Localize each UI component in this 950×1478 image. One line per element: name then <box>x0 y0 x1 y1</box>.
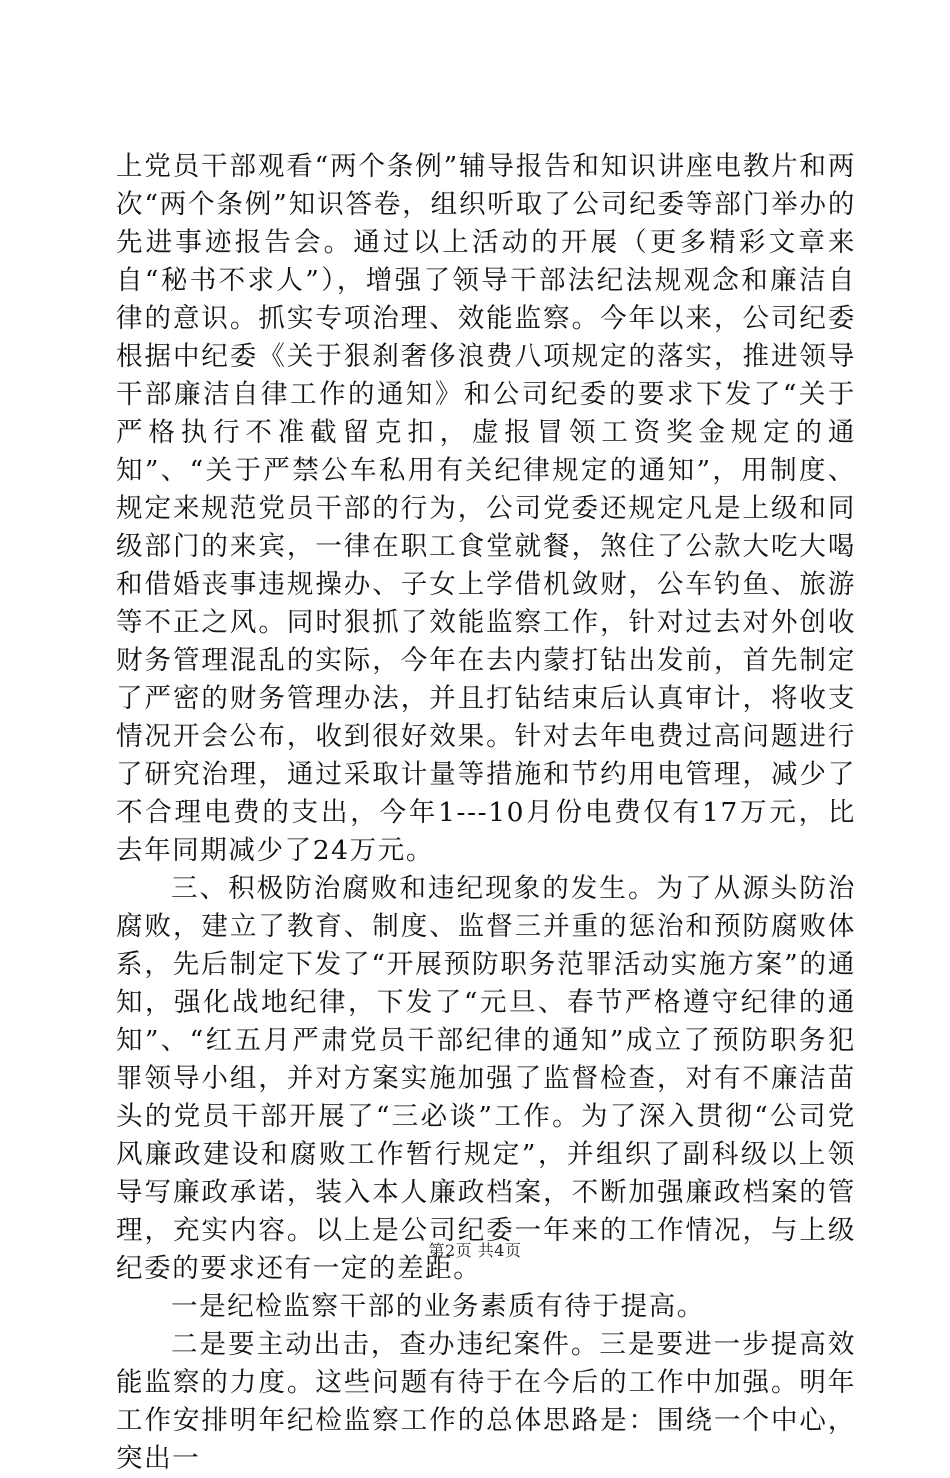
document-body <box>116 148 856 1478</box>
paragraph-4: 二是要主动出击，查办违纪案件。三是要进一步提高效能监察的力度。这些问题有待于在今后的工作中加强。明年工作安排明年纪检监察工作的总体思路是：围绕一个中心，突出一 <box>116 1329 856 1474</box>
paragraph-1: 上党员干部观看“两个条例”辅导报告和知识讲座电教片和两次“两个条例”知识答卷，组织听取了公司纪委等部门举办的先进事迹报告会。通过以上活动的开展（更多精彩文章来自“秘书不求人”），增强了领导干部法纪法规观念和廉洁自律的意识。抓实专项治理、效能监察。今年以来，公司纪委根据中纪委《关于狠刹奢侈浪费八项规定的落实，推进领导干部廉洁自律工作的通知》和公司纪委的要求下发了“关于严格执行不准截留克扣，虚报冒领工资奖金规定的通知”、“关于严禁公车私用有关纪律规定的通知”，用制度、规定来规范党员干部的行为，公司党委还规定凡是上级和同级部门的来宾，一律在职工食堂就餐，煞住了公款大吃大喝和借婚丧事违规操办、子女上学借机敛财，公车钓鱼、旅游等不正之风。同时狠抓了效能监察工作，针对过去对外创收财务管理混乱的实际，今年在去内蒙打钻出发前，首先制定了严密的财务管理办法，并且打钻结束后认真审计，将收支情况开会公布，收到很好效果。针对去年电费过高问题进行了研究治理，通过采取计量等措施和节约用电管理，减少了不合理电费的支出，今年1---10月份电费仅有17万元，比去年同期减少了24万元。 <box>116 151 856 866</box>
page-number: 第2页 共4页 <box>428 1241 522 1260</box>
paragraph-3: 一是纪检监察干部的业务素质有待于提高。 <box>171 1291 705 1322</box>
paragraph-2: 三、积极防治腐败和违纪现象的发生。为了从源头防治腐败，建立了教育、制度、监督三并重的惩治和预防腐败体系，先后制定下发了“开展预防职务范罪活动实施方案”的通知，强化战地纪律，下发了“元旦、春节严格遵守纪律的通知”、“红五月严肃党员干部纪律的通知”成立了预防职务犯罪领导小组，并对方案实施加强了监督检查，对有不廉洁苗头的党员干部开展了“三必谈”工作。为了深入贯彻“公司党风廉政建设和腐败工作暂行规定”，并组织了副科级以上领导写廉政承诺，装入本人廉政档案，不断加强廉政档案的管理，充实内容。以上是公司纪委一年来的工作情况，与上级纪委的要求还有一定的差距。 <box>116 873 856 1284</box>
